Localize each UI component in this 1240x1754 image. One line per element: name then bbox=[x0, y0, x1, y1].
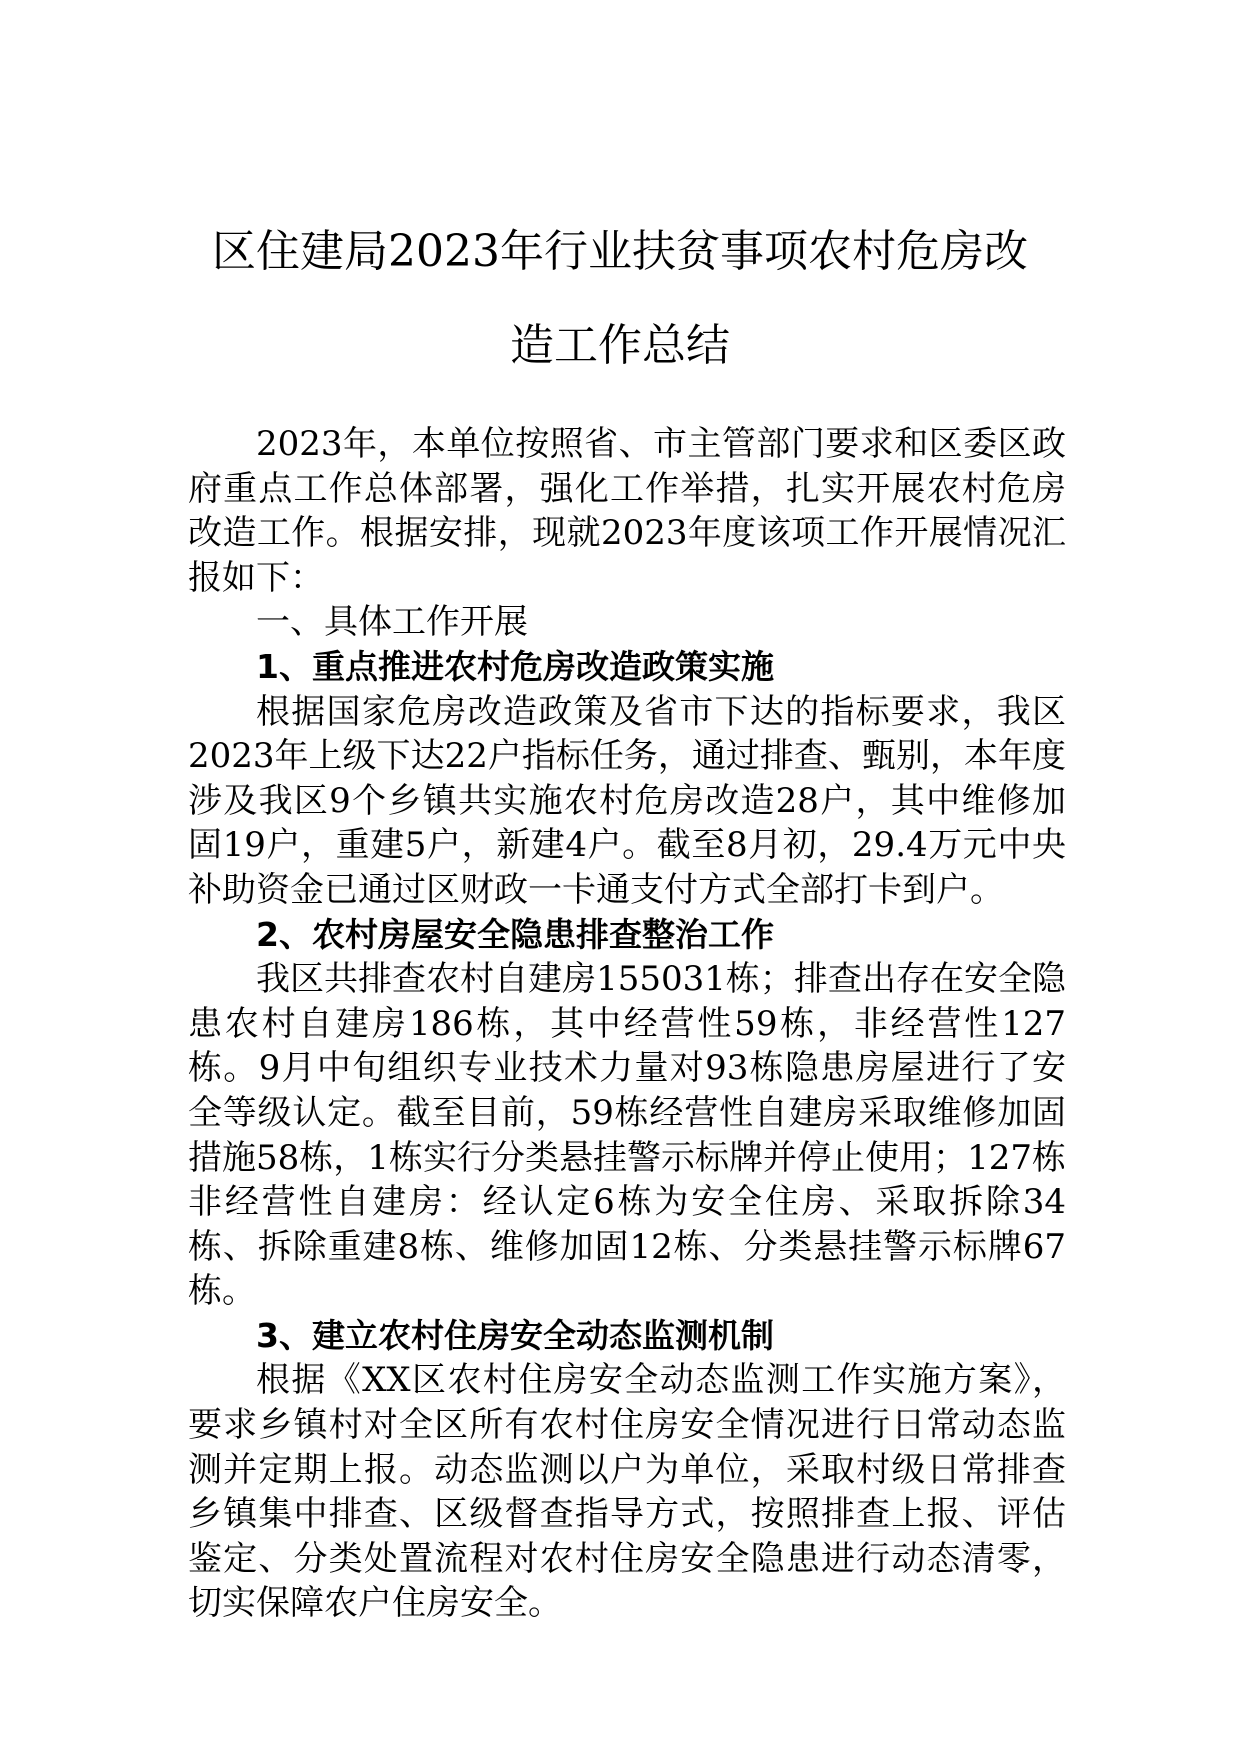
intro-paragraph: 2023年，本单位按照省、市主管部门要求和区委区政府重点工作总体部署，强化工作举措，扎实开展农村危房改造工作。根据安排，现就2023年度该项工作开展情况汇报如下： bbox=[188, 424, 1066, 598]
document-body bbox=[188, 422, 1066, 1626]
document-title bbox=[150, 205, 1090, 393]
subsection-2-heading: 2、农村房屋安全隐患排查整治工作 bbox=[256, 914, 774, 954]
title-line-2: 造工作总结 bbox=[510, 320, 730, 371]
subsection-3-paragraph: 根据《XX区农村住房安全动态监测工作实施方案》，要求乡镇村对全区所有农村住房安全情况进行日常动态监测并定期上报。动态监测以户为单位，采取村级日常排查乡镇集中排查、区级督查指导方式，按照排查上报、评估鉴定、分类处置流程对农村住房安全隐患进行动态清零，切实保障农户住房安全。 bbox=[188, 1360, 1066, 1624]
subsection-1-paragraph: 根据国家危房改造政策及省市下达的指标要求，我区2023年上级下达22户指标任务，通过排查、甄别，本年度涉及我区9个乡镇共实施农村危房改造28户，其中维修加固19户，重建5户，新建4户。截至8月初，29.4万元中央补助资金已通过区财政一卡通支付方式全部打卡到户。 bbox=[188, 691, 1066, 910]
title-line-1: 区住建局2023年行业扶贫事项农村危房改 bbox=[212, 226, 1028, 277]
subsection-3-heading: 3、建立农村住房安全动态监测机制 bbox=[256, 1315, 774, 1355]
subsection-1-heading: 1、重点推进农村危房改造政策实施 bbox=[256, 646, 774, 686]
subsection-2-paragraph: 我区共排查农村自建房155031栋；排查出存在安全隐患农村自建房186栋，其中经营性59栋，非经营性127栋。9月中旬组织专业技术力量对93栋隐患房屋进行了安全等级认定。截至目前，59栋经营性自建房采取维修加固措施58栋，1栋实行分类悬挂警示标牌并停止使用；127栋非经营性自建房：经认定6栋为安全住房、采取拆除34栋、拆除重建8栋、维修加固12栋、分类悬挂警示标牌67栋。 bbox=[188, 959, 1066, 1312]
section-1-heading: 一、具体工作开展 bbox=[256, 602, 528, 643]
